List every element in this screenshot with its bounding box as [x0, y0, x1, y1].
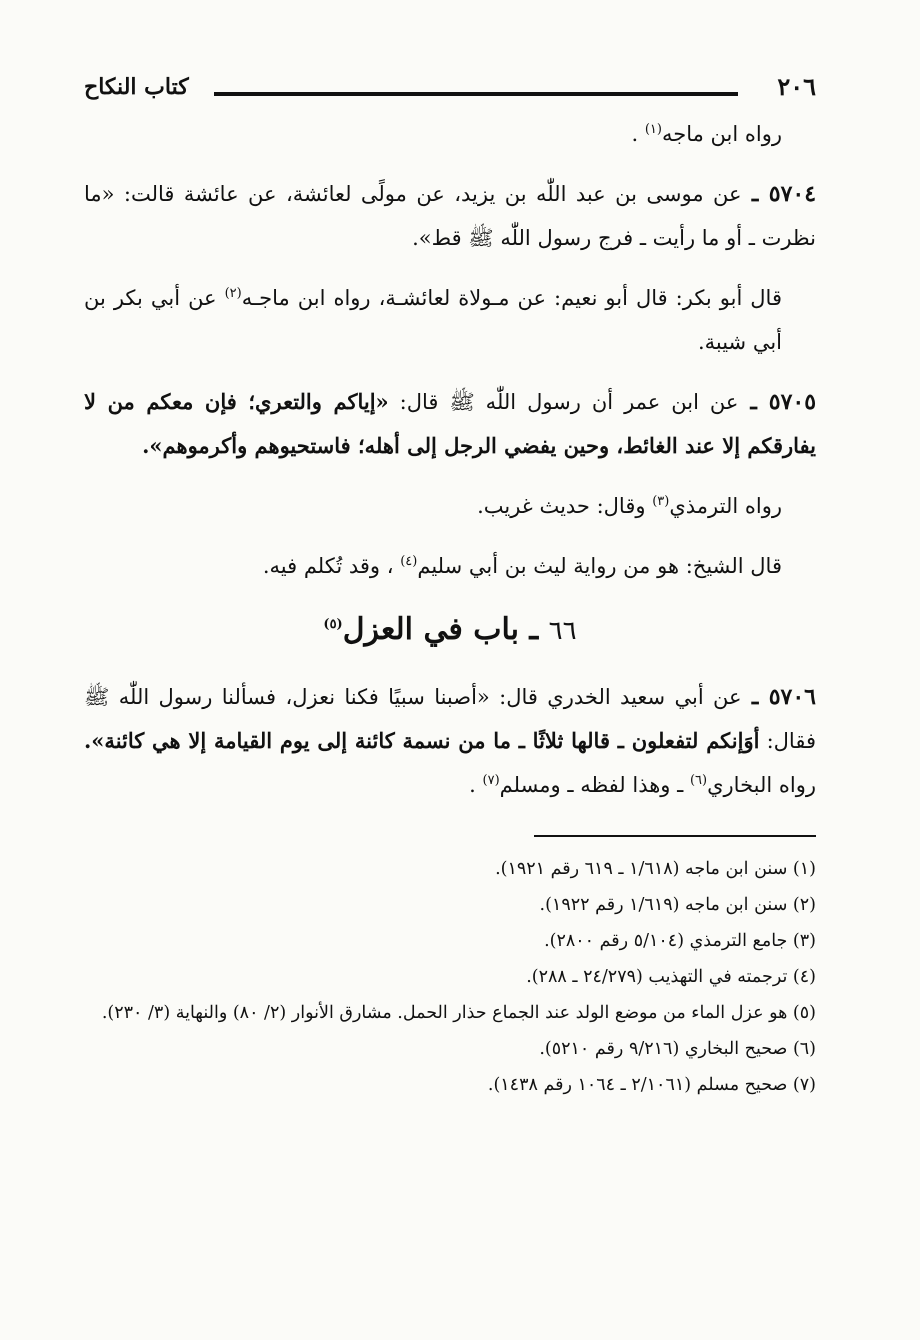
- hadith-separator: ـ: [741, 684, 769, 710]
- hadith-text: عن أبي سعيد الخدري قال: «أصبنا سبيًا فكنا نعزل، فسألنا رسول اللّٰه ﷺ فقال:: [84, 685, 816, 753]
- hadith-end: .: [469, 773, 483, 797]
- paragraph-end: .: [631, 122, 645, 146]
- hadith-text: عن موسى بن عبد اللّٰه بن يزيد، عن مولًى لعائشة، عن عائشة قالت: «ما نظرت ـ أو ما رأيت ـ فرج رسول اللّٰه ﷺ قط».: [84, 182, 816, 250]
- footnote-ref-5: (٥): [323, 617, 343, 632]
- footnote-2: (٢) سنن ابن ماجه (١/٦١٩ رقم ١٩٢٢).: [539, 895, 816, 915]
- chapter-title: باب في العزل: [342, 612, 519, 647]
- footnote-3: (٣) جامع الترمذي (٥/١٠٤ رقم ٢٨٠٠).: [544, 931, 816, 951]
- paragraph-tirmidhi: [84, 484, 816, 528]
- footnote-ref-7: (٧): [482, 773, 500, 788]
- footnote-5: (٥) هو عزل الماء من موضع الولد عند الجماع حذار الحمل. مشارق الأنوار (٢/ ٨٠) والنهاية (٣/ ٢٣٠).: [101, 1003, 816, 1023]
- chapter-heading: [84, 608, 816, 653]
- footnote-ref-1: (١): [644, 122, 662, 137]
- hadith-text: عن ابن عمر أن رسول اللّٰه ﷺ قال:: [388, 390, 739, 414]
- paragraph-ibn-majah-1: [84, 112, 816, 156]
- hadith-separator: ـ: [741, 181, 769, 207]
- page-number: ٢٠٦: [777, 72, 816, 101]
- paragraph-text: رواه الترمذي: [669, 494, 782, 518]
- footnote-separator: [534, 835, 816, 837]
- paragraph-text-cont: عن أبي بكر بن أبي شيبة.: [84, 286, 782, 354]
- hadith-separator: ـ: [738, 389, 769, 415]
- paragraph-text: قال الشيخ: هو من رواية ليث بن أبي سليم: [417, 554, 782, 578]
- paragraph-text: قال أبو بكر: قال أبو نعيم: عن مـولاة لعائشـة، رواه ابن ماجـه: [241, 286, 782, 310]
- hadith-5706: [84, 675, 816, 807]
- footnote-ref-6: (٦): [689, 773, 708, 788]
- running-header: [84, 70, 816, 112]
- paragraph-text-cont: وقال: حديث غريب.: [477, 494, 653, 518]
- hadith-number: ٥٧٠٥: [768, 389, 817, 415]
- hadith-5705: [84, 380, 816, 468]
- hadith-number: ٥٧٠٦: [768, 684, 816, 710]
- paragraph-text: رواه ابن ماجه: [661, 122, 782, 146]
- footnote-1: (١) سنن ابن ماجه (١/٦١٨ ـ ٦١٩ رقم ١٩٢١).: [495, 859, 816, 879]
- footnote-ref-3: (٣): [652, 494, 670, 509]
- footnote-ref-4: (٤): [400, 554, 418, 569]
- footnotes: [84, 851, 816, 1103]
- footnote-ref-2: (٢): [224, 286, 242, 301]
- footnote-4: (٤) ترجمته في التهذيب (٢٤/٢٧٩ ـ ٢٨٨).: [526, 967, 816, 987]
- chapter-separator: ـ: [518, 612, 549, 647]
- header-rule: [214, 92, 738, 96]
- footnote-6: (٦) صحيح البخاري (٩/٢١٦ رقم ٥٢١٠).: [539, 1039, 816, 1059]
- paragraph-text-cont: ، وقد تُكلم فيه.: [262, 554, 401, 578]
- hadith-quote: «إياكم والتعري؛ فإن معكم من لا يفارقكم إلا عند الغائط، وحين يفضي الرجل إلى أهله؛ فاستحيوهم وأكرموهم».: [84, 389, 816, 458]
- paragraph-shaykh: [84, 544, 816, 588]
- book-title: كتاب النكاح: [84, 74, 189, 100]
- footnote-7: (٧) صحيح مسلم (٢/١٠٦١ ـ ١٠٦٤ رقم ١٤٣٨).: [487, 1075, 816, 1095]
- hadith-number: ٥٧٠٤: [768, 181, 817, 207]
- hadith-5704: [84, 172, 816, 260]
- paragraph-abu-bakr: [84, 276, 816, 364]
- chapter-number: ٦٦: [548, 616, 577, 646]
- hadith-source: رواه البخاري: [707, 773, 816, 797]
- page: [84, 70, 816, 1340]
- main-text: [84, 112, 816, 807]
- hadith-source-cont: ـ وهذا لفظه ـ ومسلم: [499, 773, 690, 797]
- hadith-quote: أوَإنكم لتفعلون ـ قالها ثلاثًا ـ ما من نسمة كائنة إلى يوم القيامة إلا هي كائنة».: [84, 728, 760, 753]
